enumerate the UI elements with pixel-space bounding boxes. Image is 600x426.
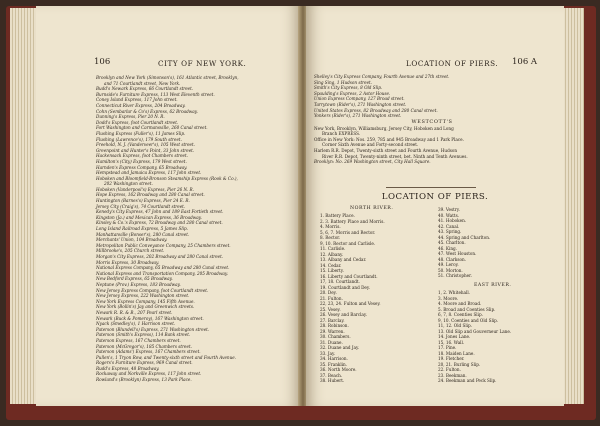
list-item: 44. Spring and Charlton. [438,234,491,240]
list-item: River R.R. Depot, Twenty-ninth street, bet. Ninth and Tenth Avenues. [322,153,468,159]
list-item: 3. Moore. [438,295,459,301]
north-river-list [320,213,430,384]
list-item: New Jersey Express Company, foot Courtlandt street. [96,287,209,293]
list-item: Hempstead and Jamaica Express, 117 John street. [96,170,202,176]
list-item: 22. Fulton. [438,367,461,372]
list-item: 41. Hoboken. [438,218,467,223]
list-item: Dunning's Express, Pier 20 N. R. [96,114,165,120]
list-item: Greenpoint and Hunter's Point, 33 John street. [96,147,195,153]
right-page [306,6,564,406]
list-item: Branch EXPRESS. [322,131,361,137]
list-item: 11. Carlisle. [320,246,346,251]
list-item: Paterson (Adams') Express, 167 Chambers street. [96,349,201,355]
list-item: 26. Vesey and Barclay. [320,312,368,317]
list-item: Smith's City Express, 8 Old Slip. [314,85,383,91]
list-item: 202 Washington street. [104,181,153,187]
list-item: 27. Barclay. [320,317,345,323]
right-running-head: LOCATION OF PIERS. [406,59,499,68]
list-item: Fort Washington and Carmansville, 260 Canal street. [96,125,208,131]
list-item: National Express and Transportation Company, 205 Broadway. [96,270,228,276]
list-item: Paterson (McGregor's), 185 Chambers street. [96,343,192,349]
list-item: Hoboken (Vanderpool's) Express, Pier 26 N. R. [96,186,194,192]
list-item: 40. Watts. [438,212,460,218]
list-item: 17, 18. Courtlandt. [320,279,360,284]
list-item: 18. Maiden Lane. [438,350,475,356]
list-item: New York (Bollin's) Jay and Greenwich streets. [96,304,195,310]
list-item: New Jersey Express, 222 Washington street. [96,293,190,299]
list-item: 17. Pine. [438,345,457,350]
north-river-heading: NORTH RIVER. [350,206,394,211]
list-item: 32. Duane and Jay. [320,345,360,350]
list-item: 24. Beekman and Peck Slip. [438,378,497,383]
list-item: United States Express, 82 Broadway and 280 Canal street. [314,107,438,113]
east-river-heading: EAST RIVER. [474,283,512,288]
list-item: 35. Franklin. [320,361,348,367]
list-item: National Express Company, 65 Broadway and 280 Canal street. [96,265,230,271]
list-item: Sing Sing, 1 Hudson street. [314,79,373,85]
list-item: 38. Hubert. [320,378,345,383]
list-item: 42. Canal. [438,223,460,229]
list-item: 11, 12. Old Slip. [438,323,472,328]
list-item: 13. Albany and Cedar. [320,257,367,262]
list-item: 12. Albany. [320,251,344,257]
list-item: 2. 3. Battery Place and Morris. [320,218,385,224]
list-item: Pullen's, 1 Tryon Row, and Twenty-sixth street and Fourth Avenue. [96,354,237,360]
list-item: 8. Rector. [320,235,341,240]
list-item: Neptune (Prov.) Express, 183 Broadway. [96,281,181,287]
list-item: Hope Express, 162 Broadway and 280 Canal street. [96,192,205,198]
list-item: 23. Beekman. [438,372,467,378]
list-item: 4. Moore and Broad. [438,301,482,306]
list-item: Coney Island Express, 117 John street. [96,97,178,103]
list-item: Kingston (Ja.) and Mexican Express, 36 Broadway. [96,214,202,220]
list-item: Union Express Company, 127 Broad street. [314,96,405,102]
list-item: 9, 10. Rector and Carlisle. [320,240,376,246]
express-list [96,75,296,383]
list-item: Long Island Railroad Express, 5 James Slip. [96,226,188,232]
list-item: Newark (Buck & Pomeroy), 167 Washington street. [96,315,204,321]
list-item: 6, 7, 8. Coenties Slip. [438,312,483,317]
list-item: New York Express Company, 145 Fifth Avenue. [96,298,195,304]
list-item: 43. Spring. [438,229,462,234]
list-item: 20. Dey. [320,290,337,295]
list-item: New York, Brooklyn, Williamsburg, Jersey City, Hoboken and Long [314,125,454,131]
list-item: Harnden's Express Company, 65 Broadway. [96,164,188,170]
list-item: 49. Leroy. [438,262,459,267]
list-item: Rudd's Express, 48 Broadway. [96,365,160,371]
list-item: Connecticut River Express, 204 Broadway. [96,102,186,108]
list-item: 9, 10. Coenties and Old Slip. [438,317,499,323]
list-item: 46. King. [438,245,457,251]
list-item: 5, 6, 7. Morris and Rector. [320,229,376,235]
list-item: Budd's Newark Express, 66 Courtlandt street. [96,86,194,92]
left-running-head: CITY OF NEW YORK. [158,59,247,68]
right-page-number: 106 A [512,57,538,67]
list-item: Paterson Express, 167 Chambers street. [96,337,181,343]
list-item: Huntington (Barnes's) Express, Pier 24 E. R. [96,198,190,204]
list-item: Rockaway and Norkville Express, 117 John street. [96,371,202,377]
list-item: Spaulding's Express, 2 Astor House. [314,90,391,96]
list-item: Brooklyn: No. 269 Washington street, City Hall Square. [314,159,431,165]
page-edges-left [10,8,38,404]
list-item: Metropolitan Public Conveyance Company, 25 Chambers street. [96,242,231,248]
list-item: Hackensack Express, foot Chambers street. [96,153,188,159]
westcott-heading: WESTCOTT'S [411,119,453,125]
list-item: Nyack (Smedley's), 1 Harrison street. [96,321,176,327]
list-item: 48. Clarkson. [438,256,466,262]
list-item: Brooklyn and New York (Simonson's), 161 Atlantic street, Brooklyn, [96,75,239,80]
list-item: Shelley's City Express Company, Fourth Avenue and 27th street. [314,74,450,79]
list-item: 33. Jay. [320,350,336,356]
list-item: Manhattanville (Bonser's), 280 Canal street. [96,231,190,237]
list-item: 5. Broad and Coenties Slip. [438,306,496,312]
list-item: 19. Fletcher. [438,356,465,361]
location-of-piers-title: LOCATION OF PIERS. [381,192,489,202]
section-rule [386,187,476,188]
list-item: 47. West Houston. [438,251,477,256]
list-item: Flushing Express (Fuller's), 11 James Slip. [96,130,186,136]
list-item: 13. Old Slip and Gouverneur Lane. [438,328,512,334]
list-item: 39. Vestry. [438,207,460,212]
list-item: 36. North Moore. [320,367,357,372]
list-item: 51. Christopher. [438,273,472,278]
north-river-list-continued [438,207,558,279]
list-item: Merchants' Union, 104 Broadway. [96,237,168,243]
list-item: Dodd's Express, foot Courtlandt street. [96,119,179,125]
list-item: Kenedy's City Express, 47 John and 189 East Fortieth street. [96,209,224,215]
list-item: Hoboken and Bloomfield-Bronson Steamship Express (Rook & Co.), [96,175,238,181]
list-item: 25. Vesey. [320,306,341,312]
list-item: Paterson (Blundell's) Express, 271 Washington street. [96,326,210,332]
list-item: Office in New York: Nos. 259, 785 and 945 Broadway and 1 Park Place. [314,136,464,142]
list-item: 37. Beach. [320,372,343,378]
express-list-continued [314,74,550,119]
list-item: and 71 Courtlandt street, New York. [104,80,181,86]
list-item: 16. Liberty and Courtlandt. [320,273,378,279]
left-page [36,6,300,406]
list-item: Morgan's City Express, 202 Broadway and 280 Canal street. [96,254,224,259]
westcott-section [314,120,550,165]
list-item: 45. Charlton. [438,240,466,245]
list-item: 22, 23, 24. Fulton and Vesey. [320,301,381,306]
list-item: Jersey City (Craig's), 74 Courtlandt street. [96,203,186,209]
list-item: Corner Sixth Avenue and Forty-second street. [322,142,419,148]
list-item: 15. Liberty. [320,268,344,273]
list-item: 15, 16. Wall. [438,339,465,345]
east-river-list [438,290,562,384]
list-item: 34. Harrison. [320,356,348,361]
list-item: Rowland's (Brooklyn) Express, 13 Park Place. [96,377,192,383]
list-item: 4. Morris. [320,224,341,229]
list-item: Harlem R.R. Depot, Twenty-sixth street and Fourth Avenue, Hudson [314,147,458,153]
list-item: Kinsley & Co.'s Express, 72 Broadway and 280 Canal street. [96,220,223,226]
list-item: 14. Cedar. [320,262,342,268]
list-item: Flushing (Lawrence's), 179 South street. [96,136,182,142]
list-item: 1. Battery Place. [320,213,355,218]
list-item: 14. Jones Lane. [438,334,471,339]
list-item: 31. Duane. [320,339,343,345]
list-item: Newark R. R. & B., 207 Pearl street. [96,309,173,315]
list-item: 30. Chambers. [320,334,351,339]
list-item: Rogers's Furniture Express, 969 Canal street. [96,360,193,366]
list-item: New Bedford Express, 65 Broadway. [96,276,173,282]
list-item: Hamilton's (City) Express, 179 West street. [96,158,187,164]
page-edges-right [562,8,584,404]
list-item: Morris Express, 30 Broadway. [96,259,160,265]
list-item: 28. Robinson. [320,323,349,328]
list-item: 19. Courtlandt and Dey. [320,284,370,290]
list-item: Freehold, N. J. (Vanderveer's), 105 West street. [96,142,195,148]
left-page-number: 106 [94,57,111,67]
list-item: 29. Warren. [320,328,345,334]
list-item: Tarrytown (Rider's), 271 Washington street. [314,101,407,107]
list-item: 21. Fulton. [320,295,343,301]
list-item: Cohn (Sembarlar & Co's) Express, 62 Broadway. [96,108,198,114]
list-item: Millbrooke's, 205 Church street. [96,248,165,254]
list-item: Paterson (Smith's Express), 114 Bank street. [96,332,191,338]
list-item: 50. Morton. [438,267,463,273]
list-item: Yonkers (Rider's), 271 Washington street. [314,113,402,119]
list-item: 20, 21. Burling Slip. [438,361,481,367]
list-item: Burnside's Furniture Express, 113 West Eleventh street. [96,91,215,97]
list-item: 1, 2. Whitehall. [438,290,470,295]
